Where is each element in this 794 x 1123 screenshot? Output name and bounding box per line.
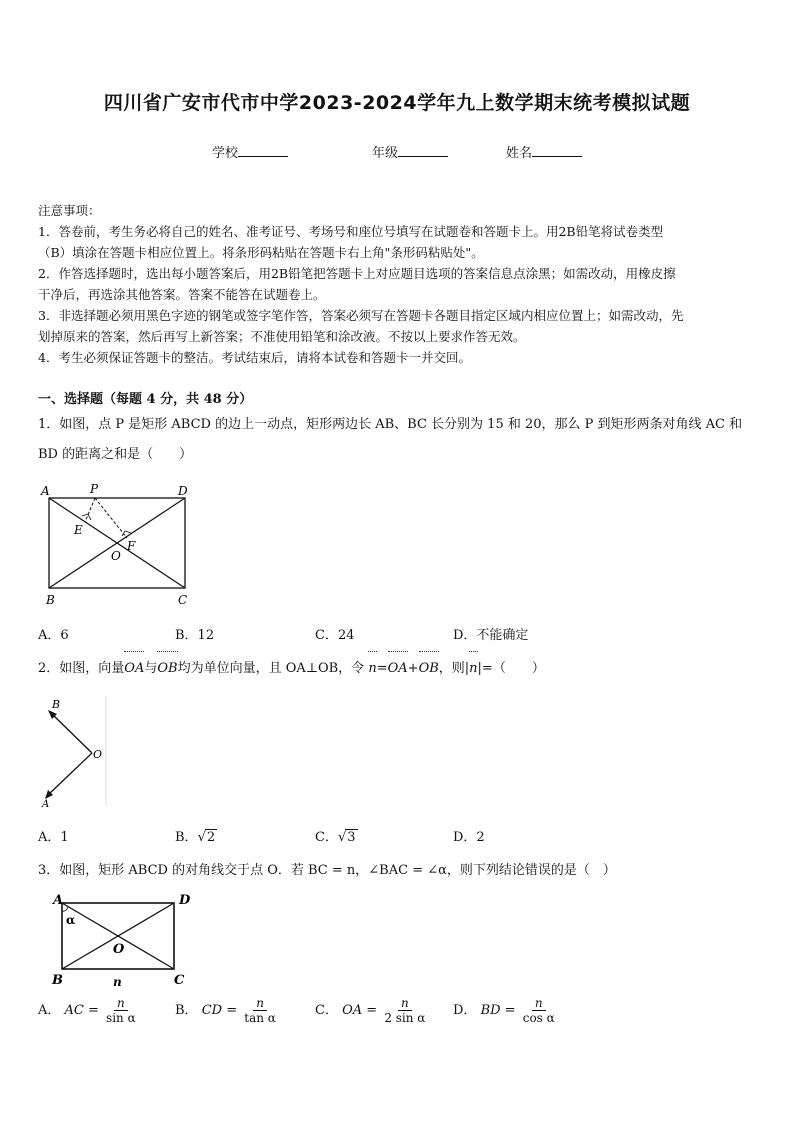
notice-line: 1．答卷前，考生务必将自己的姓名、准考证号、考场号和座位号填写在试题卷和答题卡上。用2B铅笔将试卷类型: [38, 224, 664, 239]
name-label: 姓名: [506, 146, 533, 161]
fraction: [103, 996, 139, 1025]
label-b: B: [52, 698, 61, 711]
option-lhs: BD =: [480, 1003, 516, 1018]
option-label: D．: [453, 1003, 477, 1018]
q2-equals: =: [376, 661, 388, 676]
q2-text-part: 2．如图，向量: [38, 661, 125, 676]
q1-option-b[interactable]: B．12: [175, 628, 215, 643]
option-lhs: AC =: [64, 1003, 99, 1018]
label-a: A: [42, 799, 50, 810]
vector-oa: OA: [388, 654, 408, 684]
q1-option-a[interactable]: A．6: [38, 628, 69, 643]
q2-text: [38, 654, 758, 684]
q2-text-part: |=（ ）: [477, 661, 545, 676]
q2-option-b[interactable]: B．√2: [175, 830, 216, 845]
notice-line: 划掉原来的答案，然后再写上新答案；不准使用铅笔和涂改液。不按以上要求作答无效。: [38, 329, 526, 344]
option-lhs: CD =: [201, 1003, 238, 1018]
grade-blank[interactable]: [398, 144, 448, 157]
q3-option-d[interactable]: [453, 996, 558, 1025]
numerator: n: [398, 996, 412, 1011]
fraction: [381, 996, 428, 1025]
label-e: E: [74, 523, 83, 537]
option-label: C．: [315, 1003, 338, 1018]
vector-ob-line: [52, 714, 92, 753]
label-n: n: [113, 975, 122, 989]
label-o: O: [113, 942, 125, 957]
notice-line: 2．作答选择题时，选出每小题答案后，用2B铅笔把答题卡上对应题目选项的答案信息点涂黑；如需改动，用橡皮擦: [38, 266, 676, 281]
q2-figure: [36, 692, 116, 810]
q2-text-part: 均为单位向量，且 OA⊥OB，令: [177, 661, 365, 676]
q3-text: 3．如图，矩形 ABCD 的对角线交于点 O．若 BC = n，∠BAC = ∠α，则下列结论错误的是（ ）: [38, 863, 616, 878]
q1-figure: [38, 478, 208, 613]
q2-text-part: 与: [144, 661, 158, 676]
q1-line1: 1．如图，点 P 是矩形 ABCD 的边上一动点，矩形两边长 AB、BC 长分别为 15 和 20，那么 P 到矩形两条对角线 AC 和: [38, 417, 743, 432]
vector-ob: OB: [419, 654, 439, 684]
notice-line: 4．考生必须保证答题卡的整洁。考试结束后，请将本试卷和答题卡一并交回。: [38, 350, 471, 365]
grade-label: 年级: [372, 146, 399, 161]
label-d: D: [179, 893, 191, 908]
notice-heading: 注意事项：: [38, 203, 101, 218]
vector-ob: OB: [157, 654, 177, 684]
vector-oa-line: [48, 753, 92, 795]
label-o: O: [111, 549, 121, 563]
label-alpha: α: [66, 913, 76, 927]
q3-figure: [40, 890, 200, 994]
fraction: [241, 996, 279, 1025]
denominator: 2 sin α: [384, 1011, 426, 1025]
label-c: C: [174, 973, 185, 988]
q2-option-c-value: 3: [347, 830, 356, 845]
q1-option-c[interactable]: C．24: [315, 628, 355, 643]
numerator: n: [532, 996, 546, 1011]
label-p: P: [90, 482, 99, 496]
option-label: B．: [175, 1003, 198, 1018]
notice-line: （B）填涂在答题卡相应位置上。将条形码粘贴在答题卡右上角"条形码粘贴处"。: [38, 245, 484, 260]
q2-option-c[interactable]: C．√3: [315, 830, 356, 845]
denominator: sin α: [106, 1011, 136, 1025]
label-c: C: [178, 593, 188, 607]
q3-option-b[interactable]: [175, 996, 279, 1025]
label-f: F: [127, 539, 136, 553]
vector-n: n: [469, 654, 477, 684]
label-b: B: [46, 593, 55, 607]
label-o: O: [93, 748, 103, 761]
label-d: D: [178, 484, 188, 498]
denominator: tan α: [244, 1011, 276, 1025]
q3-option-a[interactable]: [38, 996, 139, 1025]
numerator: n: [114, 996, 128, 1011]
q2-option-b-value: 2: [206, 830, 216, 845]
q1-option-d[interactable]: D．不能确定: [453, 628, 529, 643]
name-blank[interactable]: [532, 144, 582, 157]
label-a: A: [41, 484, 50, 498]
q2-plus: +: [407, 661, 419, 676]
q2-option-d[interactable]: D．2: [453, 830, 485, 845]
page-title: 四川省广安市代市中学2023-2024学年九上数学期末统考模拟试题: [103, 92, 691, 114]
vector-oa: OA: [124, 654, 144, 684]
notice-line: 干净后，再选涂其他答案。答案不能答在试题卷上。: [38, 287, 326, 302]
option-lhs: OA =: [342, 1003, 378, 1018]
q2-option-c-label: C．: [315, 830, 338, 845]
label-b: B: [52, 973, 63, 988]
label-a: A: [53, 893, 64, 908]
section-heading: 一、选择题（每题 4 分，共 48 分）: [38, 392, 253, 407]
fraction: [520, 996, 558, 1025]
denominator: cos α: [522, 1011, 555, 1025]
notice-line: 3．非选择题必须用黑色字迹的钢笔或签字笔作答，答案必须写在答题卡各题目指定区域内相应位置上；如需改动，先: [38, 308, 684, 323]
grade-field: [372, 142, 448, 161]
school-blank[interactable]: [238, 144, 288, 157]
option-label: A．: [38, 1003, 61, 1018]
q3-option-c[interactable]: [315, 996, 428, 1025]
school-label: 学校: [212, 146, 239, 161]
q2-option-b-label: B．: [175, 830, 198, 845]
notice-block: [38, 200, 758, 368]
vector-n: n: [368, 654, 376, 684]
q1-line2: BD 的距离之和是（ ）: [38, 447, 193, 462]
name-field: [506, 142, 582, 161]
q1-text: [38, 410, 758, 470]
q2-text-part: ，则|: [438, 661, 470, 676]
school-field: [212, 142, 288, 161]
numerator: n: [253, 996, 267, 1011]
q2-option-a[interactable]: A．1: [38, 830, 69, 845]
